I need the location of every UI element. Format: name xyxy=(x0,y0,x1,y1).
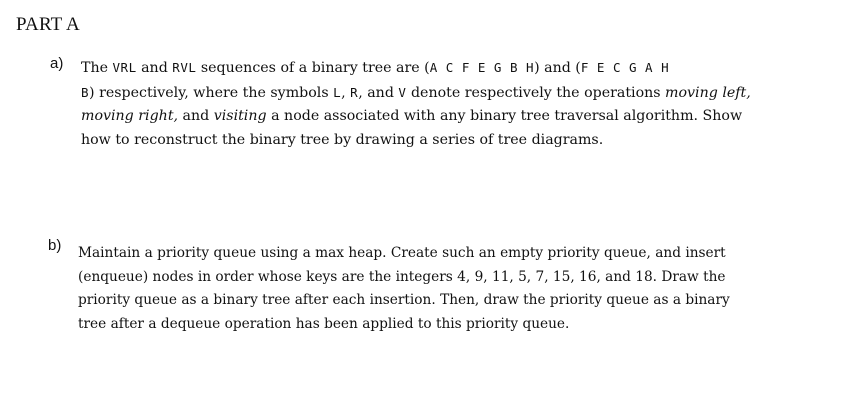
question-a-segment: F E C G A H xyxy=(580,60,670,75)
question-a-segment: The xyxy=(81,60,113,76)
question-a-segment: , xyxy=(341,84,351,101)
question-a-line xyxy=(81,81,751,106)
question-b-line: (enqueue) nodes in order whose keys are the integers 4, 9, 11, 5, 7, 15, 16, and 18. Draw the xyxy=(78,268,726,285)
question-a-text xyxy=(81,56,751,152)
question-a-segment: L xyxy=(333,84,342,100)
question-a-segment: ) and ( xyxy=(534,60,581,76)
question-a-segment: denote respectively the operations xyxy=(406,84,666,101)
question-a-line xyxy=(81,129,751,153)
question-a-segment: sequences of a binary tree are ( xyxy=(196,60,430,76)
question-a-segment: a node associated with any binary tree traversal algorithm. Show xyxy=(266,108,743,124)
question-a-segment: ) respectively, where the symbols xyxy=(89,84,334,101)
question-a-segment: V xyxy=(398,84,407,100)
question-a-segment: VRL xyxy=(112,60,137,75)
question-a-segment: and xyxy=(136,60,173,76)
question-b-line: Maintain a priority queue using a max heap. Create such an empty priority queue, and insert xyxy=(78,245,726,261)
part-heading: PART A xyxy=(16,14,80,35)
question-a-segment: R xyxy=(350,84,359,100)
question-b-line: priority queue as a binary tree after each insertion. Then, draw the priority queue as a binary xyxy=(78,292,730,308)
question-a-segment: moving left, xyxy=(665,84,751,101)
question-b-label: b) xyxy=(48,237,62,254)
question-b-text xyxy=(78,242,730,336)
question-a-segment: , and xyxy=(358,84,399,101)
question-a-label: a) xyxy=(50,55,64,72)
question-b-line: tree after a dequeue operation has been applied to this priority queue. xyxy=(78,315,570,332)
question-a-line xyxy=(81,56,751,81)
question-a-segment: how to reconstruct the binary tree by drawing a series of tree diagrams. xyxy=(81,131,604,148)
question-a-segment: A C F E G B H xyxy=(429,60,535,75)
question-a-segment: RVL xyxy=(172,60,197,75)
question-a-line xyxy=(81,105,751,129)
question-a-segment: and xyxy=(178,108,214,124)
question-a-segment: B xyxy=(81,84,90,100)
question-a-segment: moving right, xyxy=(81,108,179,124)
question-a-segment: visiting xyxy=(213,108,267,124)
